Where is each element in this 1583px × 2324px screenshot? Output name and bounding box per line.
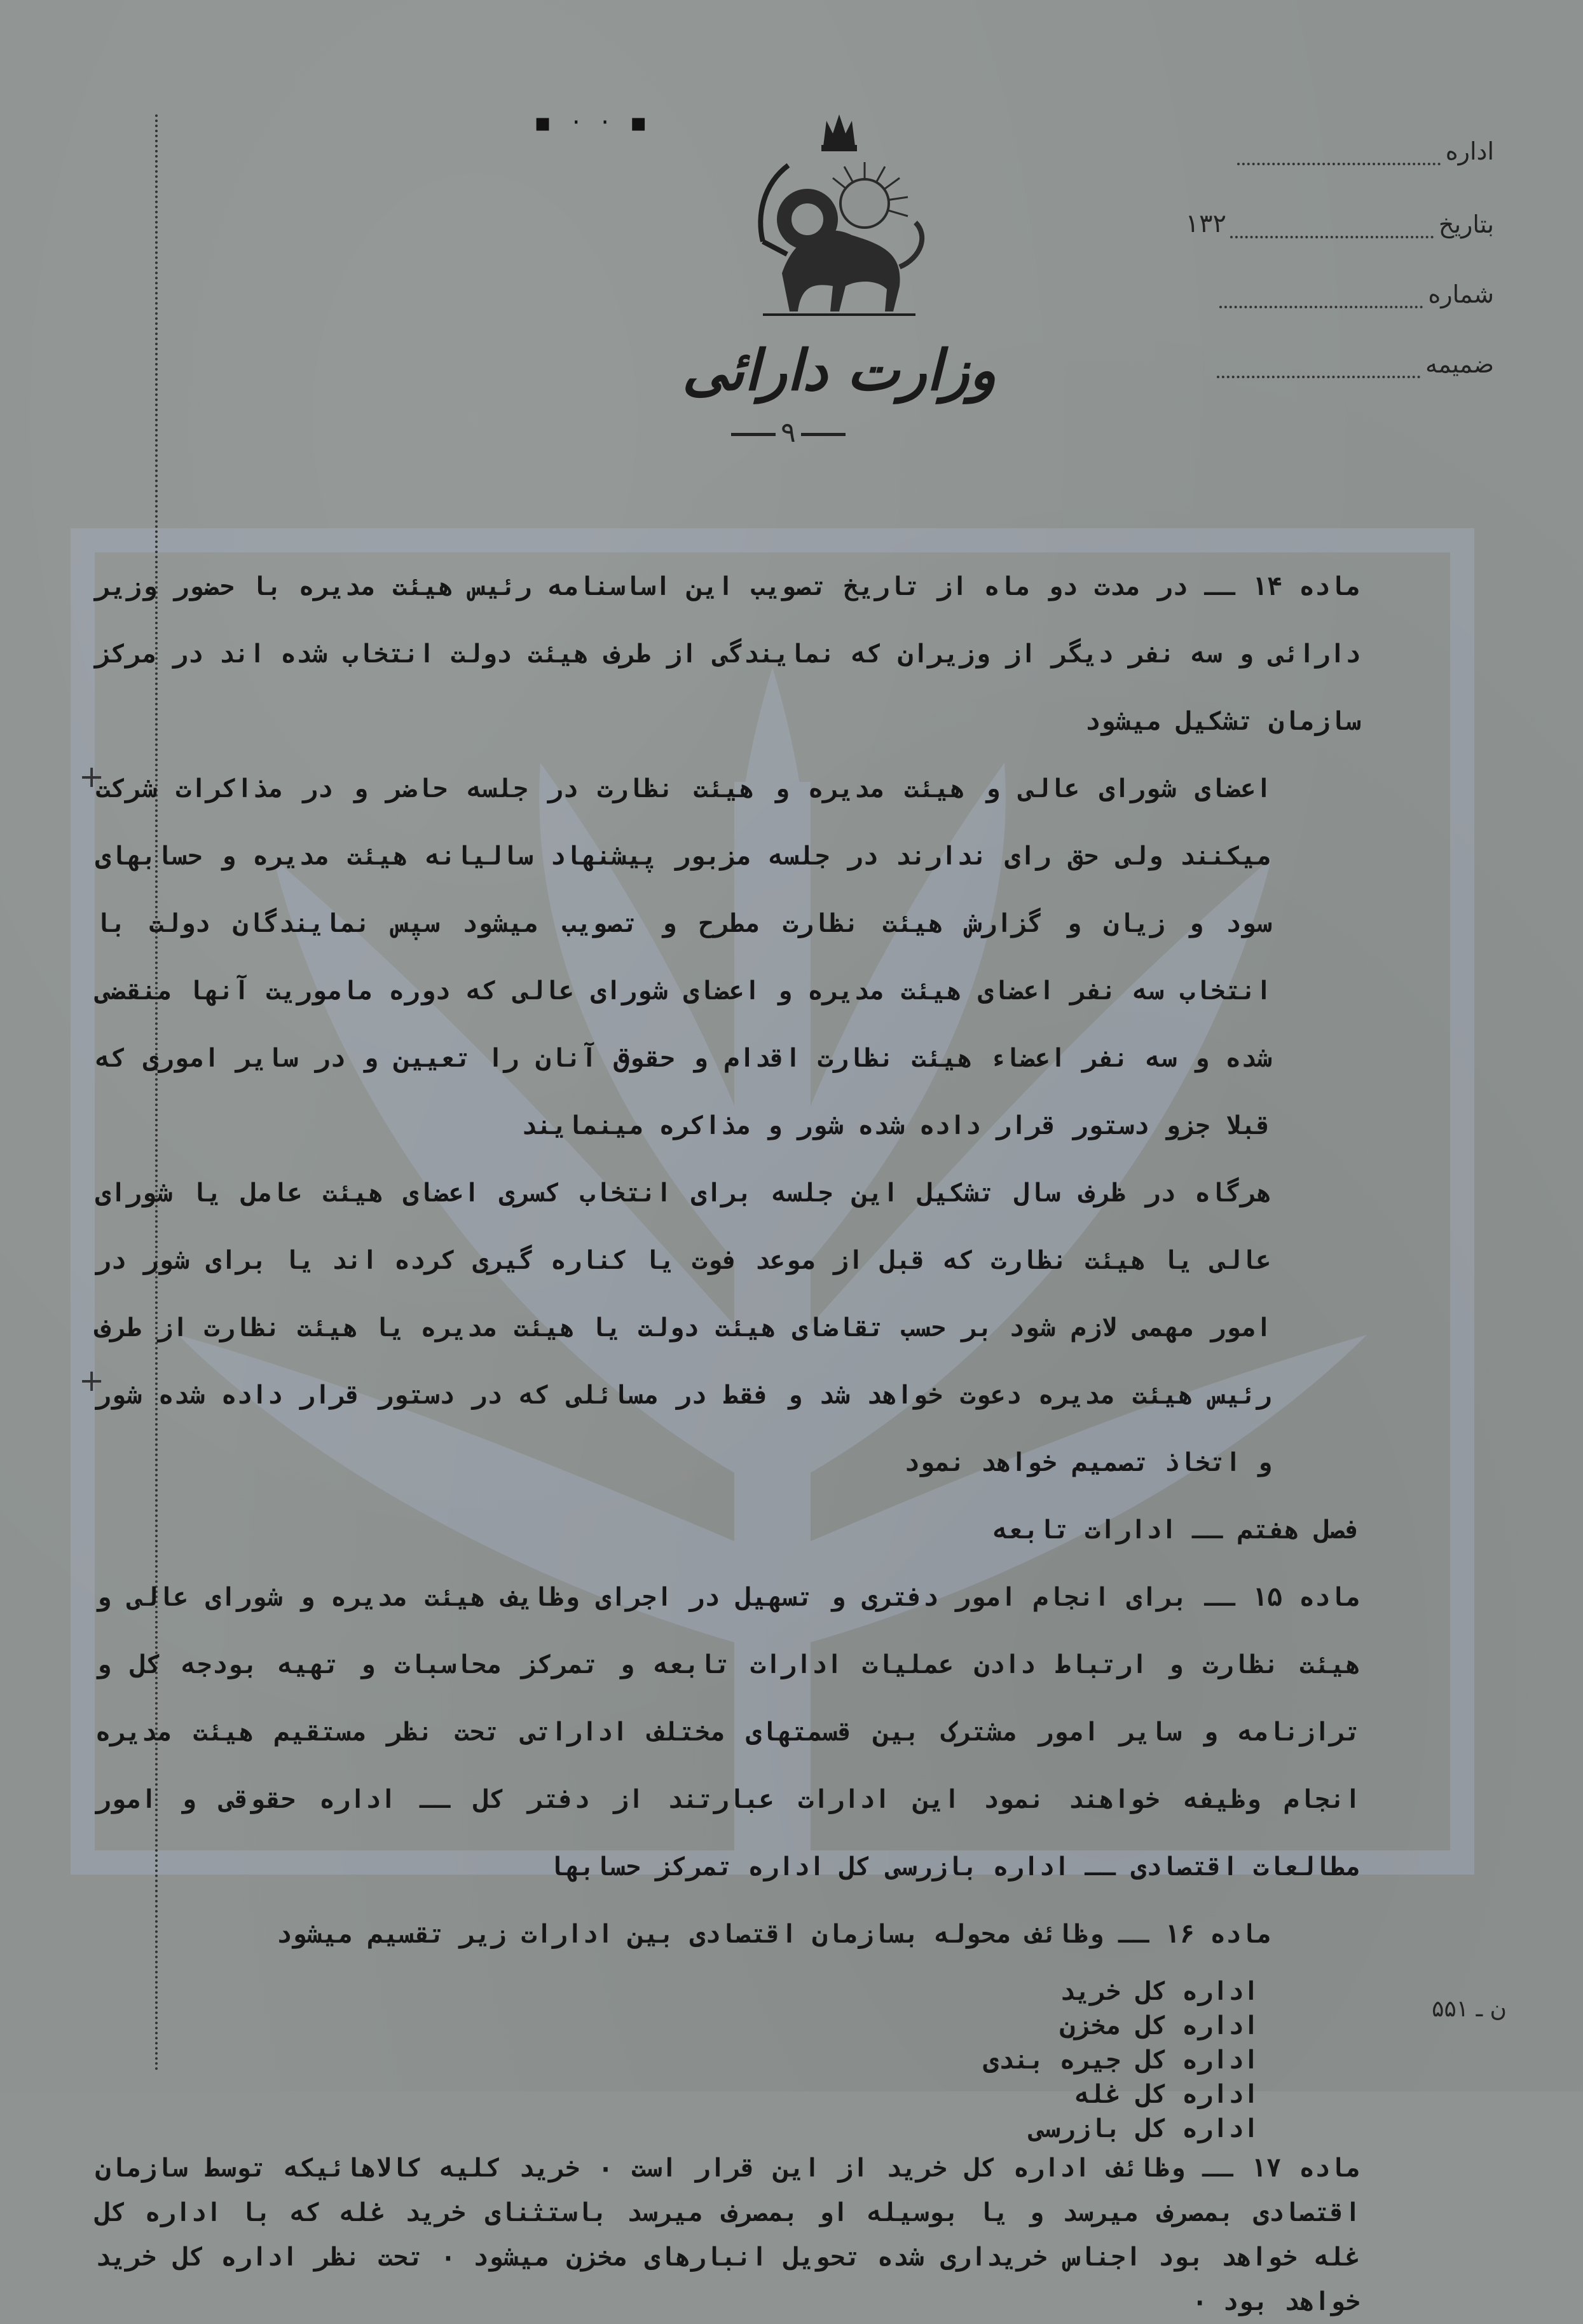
registration-mark-icon: + (79, 759, 105, 795)
lion-and-sun-emblem-icon (737, 108, 941, 324)
scan-dots: ▪ · · ▪ (534, 108, 654, 137)
date-label: بتاریخ (1438, 210, 1494, 238)
page-number (712, 416, 865, 449)
ministry-title: وزارت دارائی (682, 337, 996, 403)
list-item: اداره کل بازرسی (1029, 2114, 1259, 2143)
list-item: اداره کل خرید (1059, 1977, 1259, 2006)
number-fill-line (1219, 293, 1423, 308)
attachment-fill-line (1217, 363, 1420, 378)
attachment-label: ضمیمه (1425, 350, 1494, 378)
article-15: ماده ۱۵ ــ برای انجام امور دفتری و تسهیل در اجرای وظایف هیئت مدیره و شورای عالی و هیئت نظارت و ارتباط دادن عملیات ادارات تابعه و تمرکز محاسبات و تهیه بودجه کل و ترازنامه و سایر امور مشترک بین قسمتهای مختلف اداراتی تحت نظر مستقیم هیئت مدیره انجام وظیفه خواهند نمود این ادارات عبارتند از دفتر کل ــ اداره حقوقی و امور مطالعات اقتصادی ــ اداره بازرسی کل اداره تمرکز حسابها (95, 1583, 1360, 1882)
office-field (1237, 127, 1494, 165)
number-field (1219, 270, 1494, 308)
list-item: اداره کل غله (1075, 2080, 1259, 2109)
registration-mark-icon: + (79, 1363, 105, 1398)
office-fill-line (1237, 150, 1441, 165)
date-field (1185, 200, 1494, 238)
article-14: ماده ۱۴ ــ در مدت دو ماه از تاریخ تصویب این اساسنامه رئیس هیئت مدیره با حضور وزیر دارائی و سه نفر دیگر از وزیران که نمایندگی از طرف هیئت دولت انتخاب شده اند در مرکز سازمان تشکیل میشود (95, 572, 1360, 736)
office-label: اداره (1445, 137, 1494, 165)
date-fill-line (1230, 223, 1434, 238)
document-body (95, 553, 1360, 2324)
paragraph-extra-session: هرگاه در ظرف سال تشکیل این جلسه برای انتخاب کسری اعضای هیئت عامل یا شورای عالی یا هیئت نظارت که قبل از موعد فوت یا کناره گیری کرده اند یا برای شور در امور مهمی لازم شود بر حسب تقاضای هیئت دولت یا هیئت مدیره یا هیئت نظارت از طرف رئیس هیئت مدیره دعوت خواهد شد و فقط در مسائلی که در دستور قرار داده شده شور و اتخاذ تصمیم خواهد نمود (95, 1179, 1271, 1477)
list-item: اداره کل جیره بندی (983, 2046, 1259, 2075)
number-label: شماره (1428, 280, 1494, 308)
list-item: اداره کل مخزن (1059, 2011, 1259, 2040)
form-code: ن ـ ۵۵۱ (1432, 1996, 1507, 2022)
article-16: ماده ۱۶ ــ وظائف محوله بسازمان اقتصادی بین ادارات زیر تقسیم میشود (276, 1920, 1271, 1949)
page-number-value: ۹ (781, 416, 796, 449)
chapter-heading: فصل هفتم ــ ادارات تابعه (993, 1515, 1360, 1545)
article-17: ماده ۱۷ ــ وظائف اداره کل خرید از این قرار است ٠ خرید کلیه کالاهائیکه توسط سازمان اقتصادی بمصرف میرسد و یا بوسیله او بمصرف میرسد باستثنای خرید غله که با اداره کل غله خواهد بود اجناس خریداری شده تحویل انبارهای مخزن میشود ٠ تحت نظر اداره کل خرید خواهد بود ٠ (95, 2154, 1361, 2316)
attachment-field (1217, 340, 1494, 378)
date-value: ۱۳۲ (1185, 209, 1226, 238)
paragraph-members: اعضای شورای عالی و هیئت مدیره و هیئت نظارت در جلسه حاضر و در مذاکرات شرکت میکنند ولی حق رای ندارند در جلسه مزبور پیشنهاد سالیانه هیئت مدیره و حسابهای سود و زیان و گزارش هیئت نظارت مطرح و تصویب میشود سپس نمایندگان دولت با انتخاب سه نفر اعضای هیئت مدیره و اعضای شورای عالی که دوره ماموریت آنها منقضی شده و سه نفر اعضاء هیئت نظارت اقدام و حقوق آنان را تعیین و در سایر اموری که قبلا جزو دستور قرار داده شده شور و مذاکره مینمایند (95, 774, 1271, 1140)
units-list (95, 1974, 1360, 2146)
